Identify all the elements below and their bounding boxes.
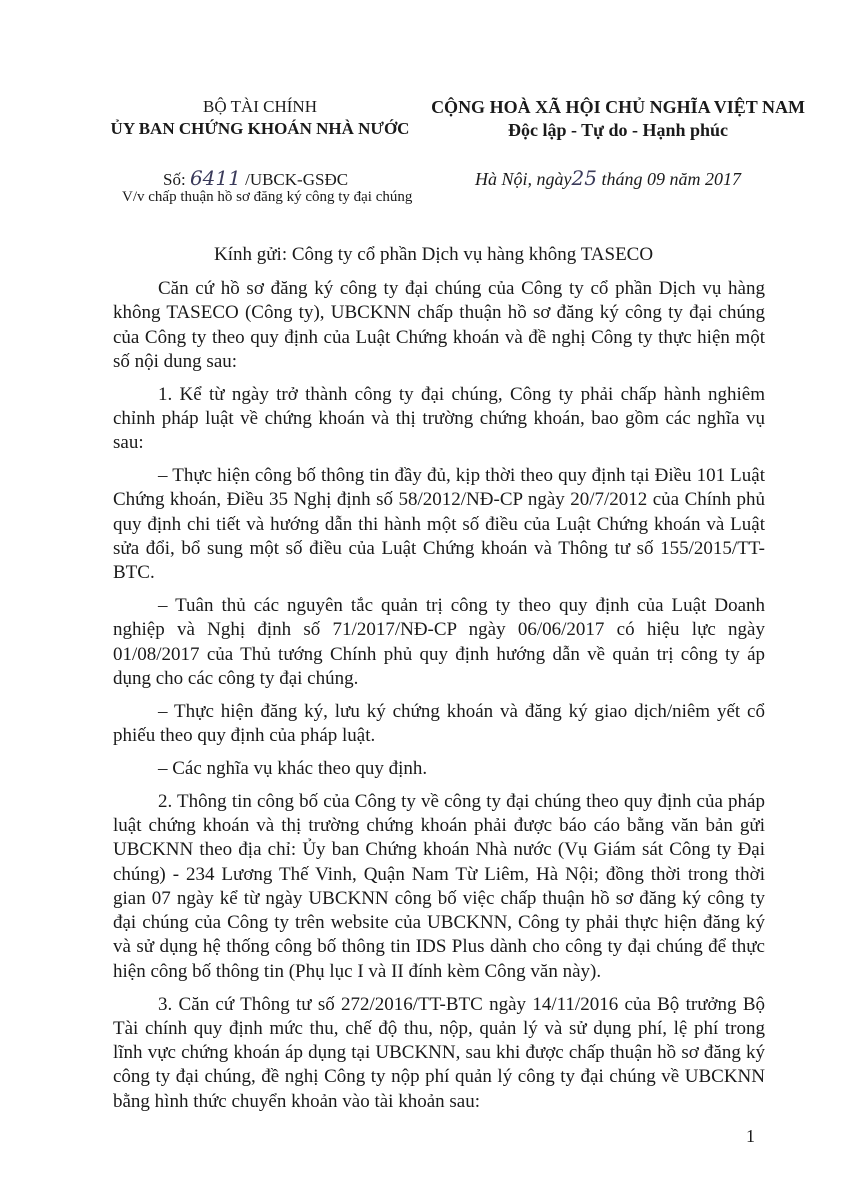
paragraph: 1. Kể từ ngày trở thành công ty đại chúng, Công ty phải chấp hành nghiêm chỉnh pháp luật về chứng khoán và thị trường chứng khoán, bao gồm các nghĩa vụ sau: bbox=[113, 383, 765, 454]
page-number: 1 bbox=[746, 1126, 755, 1146]
ministry-name: BỘ TÀI CHÍNH bbox=[203, 97, 317, 116]
paragraph: 2. Thông tin công bố của Công ty về công ty đại chúng theo quy định của pháp luật chứng khoán và thị trường chứng khoán phải được báo cáo bằng văn bản gửi UBCKNN theo địa chỉ: Ủy ban Chứng khoán Nhà nước (Vụ Giám sát Công ty Đại chúng) - 234 Lương Thế Vinh, Quận Nam Từ Liêm, Hà Nội; đồng thời trong thời gian 07 ngày kể từ ngày UBCKNN công bố việc chấp thuận hồ sơ đăng ký công ty đại chúng của Công ty trên website của UBCKNN, Công ty phải thực hiện đăng ký và sử dụng hệ thống công bố thông tin IDS Plus dành cho công ty đại chúng để thực hiện công bố thông tin (Phụ lục I và II đính kèm Công văn này). bbox=[113, 790, 765, 982]
document-number bbox=[163, 166, 348, 190]
date-day-handwritten: 25 bbox=[571, 166, 597, 190]
document-subject: V/v chấp thuận hồ sơ đăng ký công ty đại chúng bbox=[122, 189, 413, 205]
agency-name: ỦY BAN CHỨNG KHOÁN NHÀ NƯỚC bbox=[110, 119, 410, 138]
paragraph: – Thực hiện công bố thông tin đầy đủ, kịp thời theo quy định tại Điều 101 Luật Chứng khoán, Điều 35 Nghị định số 58/2012/NĐ-CP ngày 20/7/2012 của Chính phủ quy định chi tiết và hướng dẫn thi hành một số điều của Luật Chứng khoán và Luật sửa đổi, bổ sung một số điều của Luật Chứng khoán và Thông tư số 155/2015/TT-BTC. bbox=[113, 465, 765, 584]
document-number-handwritten: 6411 bbox=[189, 166, 241, 190]
paragraph: 3. Căn cứ Thông tư số 272/2016/TT-BTC ngày 14/11/2016 của Bộ trưởng Bộ Tài chính quy định mức thu, chế độ thu, nộp, quản lý và sử dụng phí, lệ phí trong lĩnh vực chứng khoán áp dụng tại UBCKNN, sau khi được chấp thuận hồ sơ đăng ký công ty đại chúng, đề nghị Công ty nộp phí quản lý công ty đại chúng về UBCKNN bằng hình thức chuyển khoản vào tài khoản sau: bbox=[113, 993, 765, 1112]
recipient-line: Kính gửi: Công ty cổ phần Dịch vụ hàng không TASECO bbox=[214, 244, 654, 265]
national-motto: Độc lập - Tự do - Hạnh phúc bbox=[507, 120, 729, 140]
document-date bbox=[475, 166, 741, 190]
paragraph: – Thực hiện đăng ký, lưu ký chứng khoán và đăng ký giao dịch/niêm yết cổ phiếu theo quy định của pháp luật. bbox=[113, 700, 765, 747]
country-name: CỘNG HOÀ XÃ HỘI CHỦ NGHĨA VIỆT NAM bbox=[431, 97, 805, 117]
paragraph: – Các nghĩa vụ khác theo quy định. bbox=[158, 757, 428, 779]
letter-body bbox=[113, 277, 765, 1123]
date-suffix: tháng 09 năm 2017 bbox=[596, 169, 741, 189]
paragraph: Căn cứ hồ sơ đăng ký công ty đại chúng của Công ty cổ phần Dịch vụ hàng không TASECO (Công ty), UBCKNN chấp thuận hồ sơ đăng ký công ty đại chúng của Công ty theo quy định của Luật Chứng khoán và đề nghị Công ty thực hiện một số nội dung sau: bbox=[113, 278, 765, 372]
issuer-block bbox=[100, 96, 420, 140]
paragraph: – Tuân thủ các nguyên tắc quản trị công ty theo quy định của Luật Doanh nghiệp và Nghị định số 71/2017/NĐ-CP ngày 06/06/2017 có hiệu lực ngày 01/08/2017 của Thủ tướng Chính phủ quy định hướng dẫn về quản trị công ty áp dụng cho các công ty đại chúng. bbox=[113, 595, 765, 689]
date-prefix: Hà Nội, ngày bbox=[475, 169, 572, 189]
document-number-suffix: /UBCK-GSĐC bbox=[240, 170, 349, 189]
national-heading bbox=[428, 96, 808, 142]
document-number-prefix: Số: bbox=[163, 170, 190, 189]
